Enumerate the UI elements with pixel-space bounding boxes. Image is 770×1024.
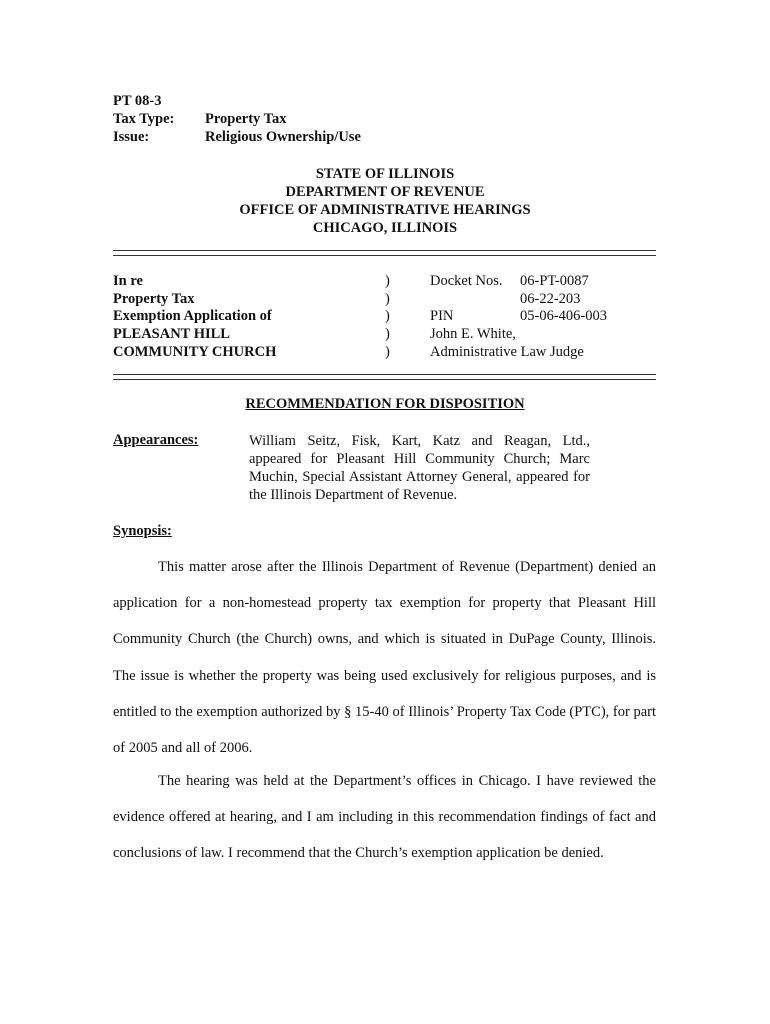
agency-line-2: DEPARTMENT OF REVENUE xyxy=(285,184,485,200)
double-rule-top xyxy=(113,250,656,256)
caption-docket xyxy=(430,273,607,362)
case-number: PT 08-3 xyxy=(113,93,162,109)
tax-type-row xyxy=(113,110,287,128)
caption-parentheses xyxy=(385,273,390,362)
paren: ) xyxy=(385,326,390,343)
double-rule-bottom xyxy=(113,374,656,380)
pin-row xyxy=(430,308,607,326)
paren: ) xyxy=(385,290,390,307)
paren: ) xyxy=(385,343,390,360)
issue-row xyxy=(113,128,361,146)
appearances-label: Appearances: xyxy=(113,432,199,448)
caption-parties xyxy=(113,273,276,362)
issue-label: Issue: xyxy=(113,129,150,145)
agency-line-4: CHICAGO, ILLINOIS xyxy=(312,220,458,236)
pin-label: PIN xyxy=(430,308,454,325)
tax-type-value: Property Tax xyxy=(205,111,287,127)
document-title: RECOMMENDATION FOR DISPOSITION xyxy=(245,396,525,412)
caption-line: Exemption Application of xyxy=(113,308,272,325)
judge-name: John E. White, xyxy=(430,326,516,343)
paren: ) xyxy=(385,273,390,289)
appearances-text: William Seitz, Fisk, Kart, Katz and Reagan, Ltd., appeared for Pleasant Hill Community Church; Marc Muchin, Special Assistant Attorney General, appeared for the Illinois Department of Revenue. xyxy=(249,433,590,503)
synopsis-paragraph-2: The hearing was held at the Department’s offices in Chicago. I have reviewed the evidence offered at hearing, and I am including in this recommendation findings of fact and conclusions of law. I recommend that the Church’s exemption application be denied. xyxy=(113,773,656,862)
caption-line: PLEASANT HILL xyxy=(113,326,230,343)
issue-value: Religious Ownership/Use xyxy=(205,129,361,145)
caption-line: Property Tax xyxy=(113,290,195,307)
pin-value: 05-06-406-003 xyxy=(520,308,607,325)
docket-number-2: 06-22-203 xyxy=(520,290,581,307)
docket-label: Docket Nos. xyxy=(430,273,503,289)
caption-line: In re xyxy=(113,273,143,289)
docket-row xyxy=(430,273,607,291)
synopsis-paragraph-1: This matter arose after the Illinois Department of Revenue (Department) denied an application for a non-homestead property tax exemption for property that Pleasant Hill Community Church (the Church) owns, and which is situated in DuPage County, Illinois. The issue is whether the property was being used exclusively for religious purposes, and is entitled to the exemption authorized by § 15-40 of Illinois’ Property Tax Code (PTC), for part of 2005 and all of 2006. xyxy=(113,559,656,757)
synopsis-label: Synopsis: xyxy=(113,523,172,539)
caption-line: COMMUNITY CHURCH xyxy=(113,343,277,360)
docket-row-2 xyxy=(430,291,607,309)
paren: ) xyxy=(385,308,390,325)
tax-type-label: Tax Type: xyxy=(113,111,175,127)
judge-title: Administrative Law Judge xyxy=(430,343,584,360)
docket-number-1: 06-PT-0087 xyxy=(520,273,589,289)
agency-line-3: OFFICE OF ADMINISTRATIVE HEARINGS xyxy=(239,202,531,218)
agency-line-1: STATE OF ILLINOIS xyxy=(315,166,455,182)
